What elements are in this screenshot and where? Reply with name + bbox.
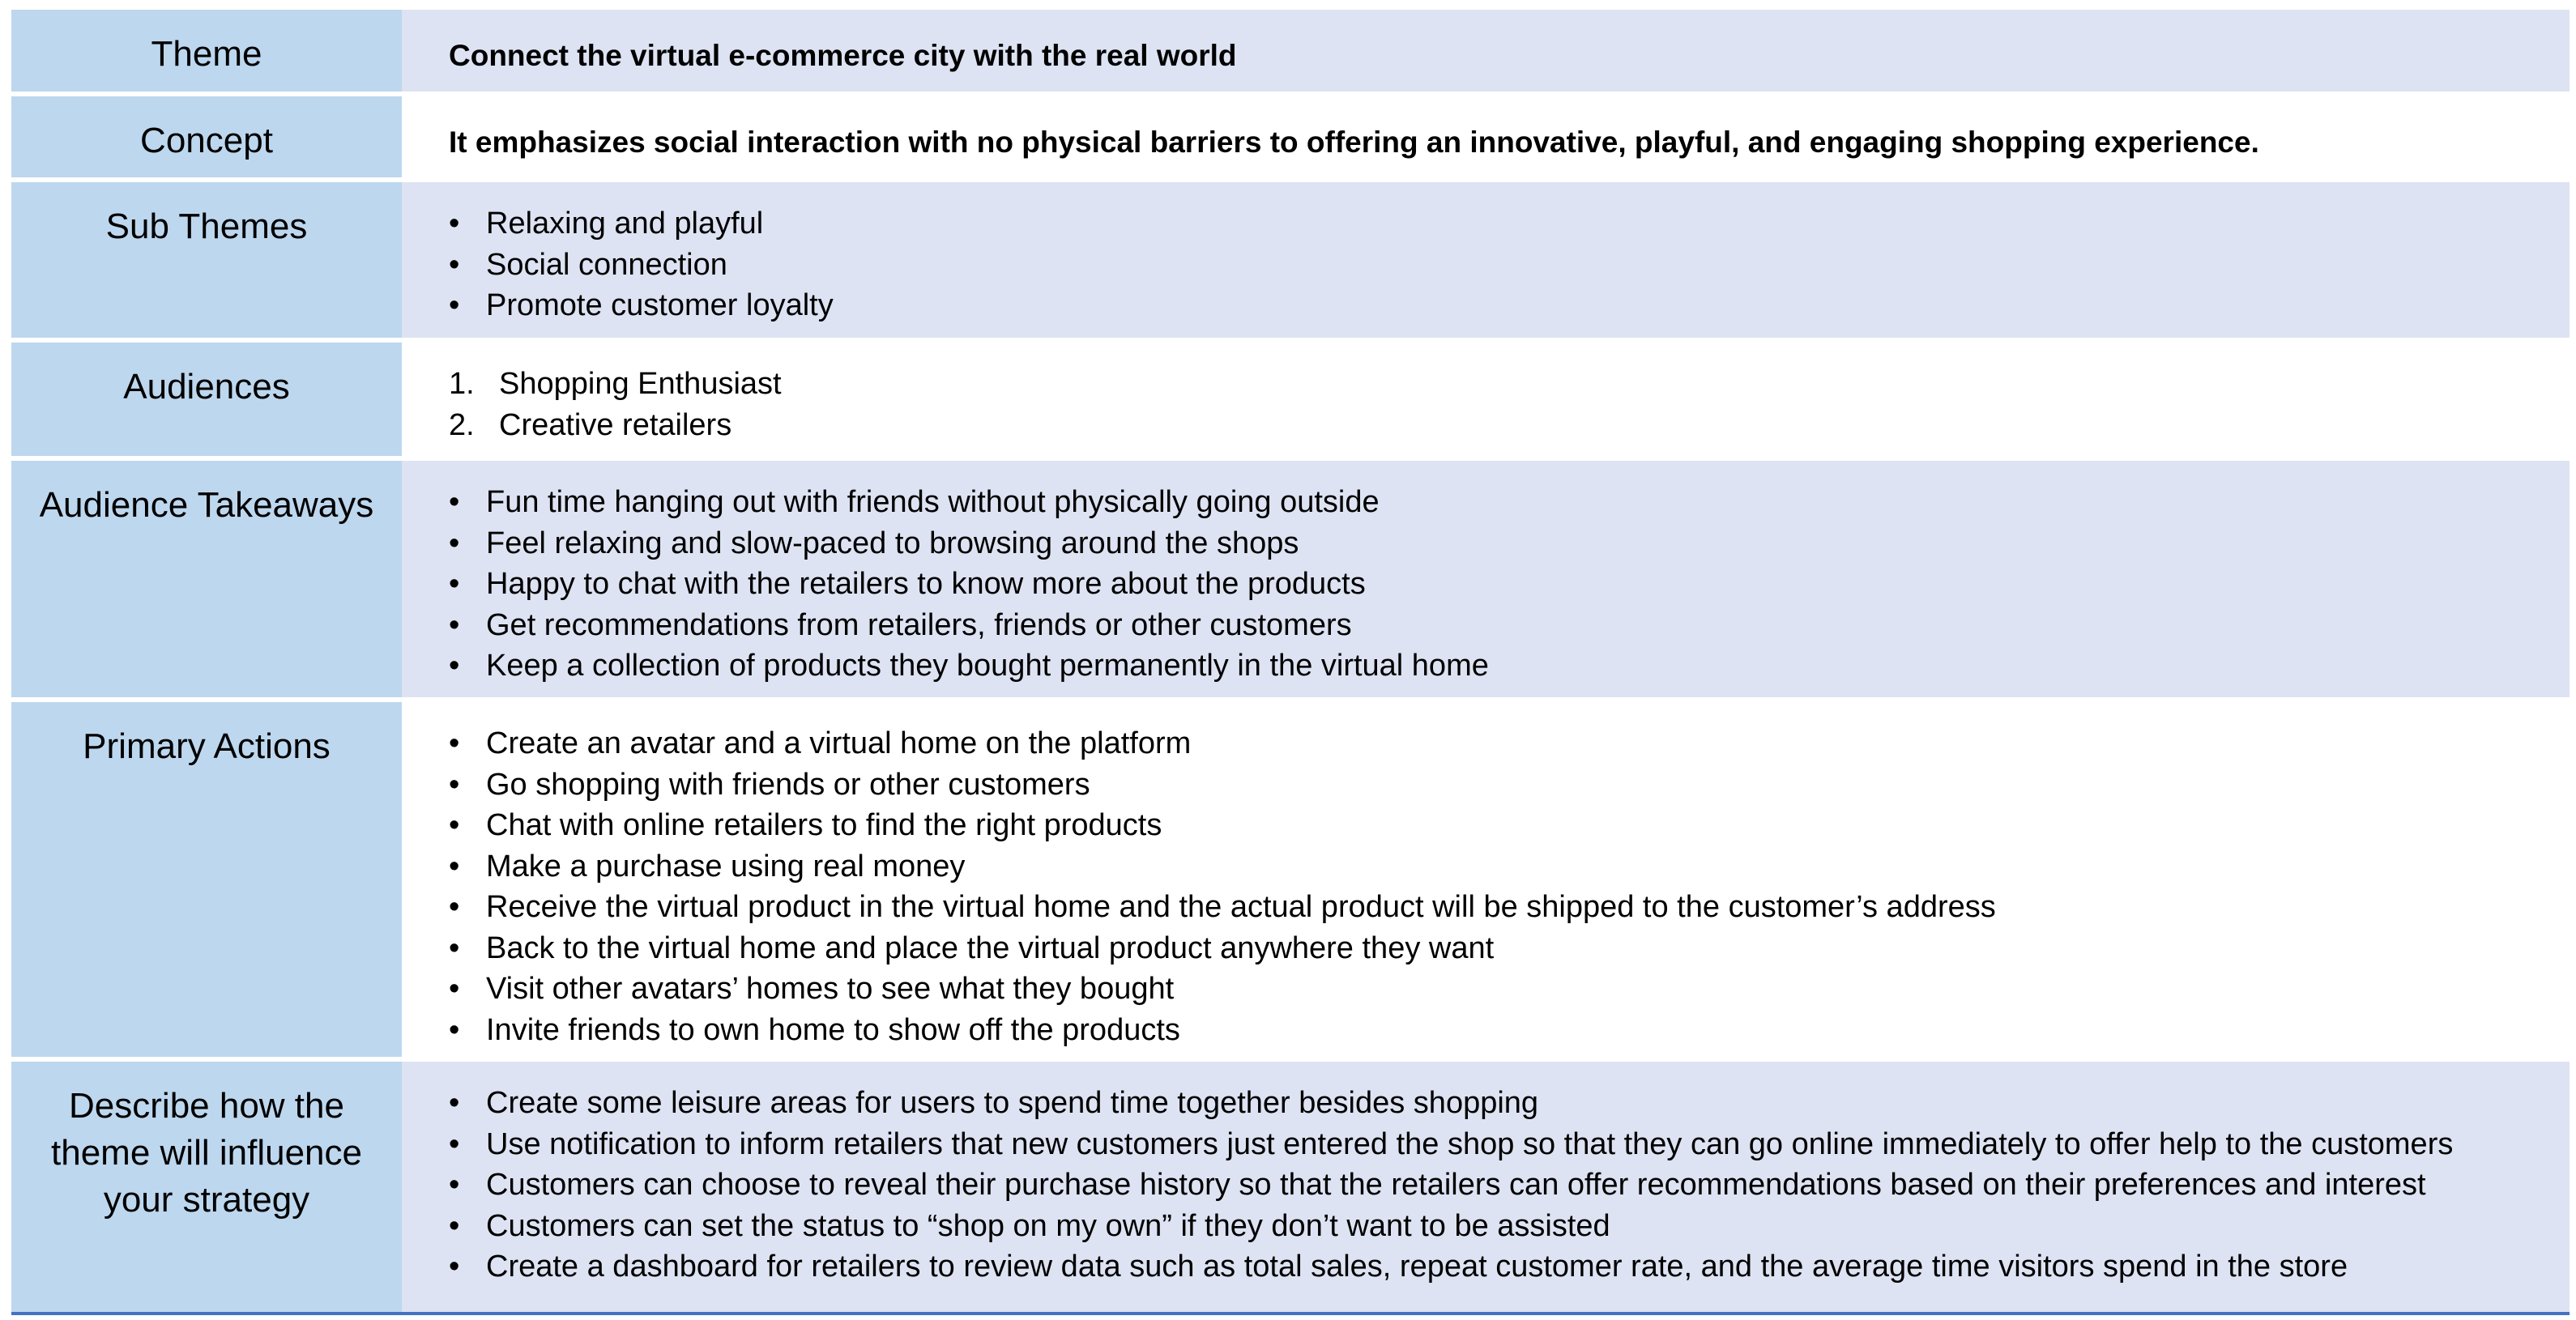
theme-strategy-table [11, 10, 2570, 1315]
row-content-sub-themes [402, 180, 2570, 340]
row-strategy [11, 1059, 2570, 1314]
row-theme [11, 10, 2570, 94]
list-item: • Create some leisure areas for users to spend time together besides shopping [449, 1083, 2570, 1124]
primary-actions-list [449, 723, 2570, 1050]
row-content-concept [402, 94, 2570, 180]
bullet-marker: • [449, 1168, 460, 1202]
concept-text: It emphasizes social interaction with no physical barriers to offering an innovative, playful, and engaging shopping experience. [449, 126, 2259, 159]
strategy-label: Describe how the theme will influence your strategy [51, 1086, 362, 1220]
bullet-marker: • [449, 607, 460, 642]
row-content-strategy [402, 1059, 2570, 1314]
row-label-concept [11, 94, 402, 180]
list-number: 2. [449, 407, 475, 442]
audiences-list [449, 364, 2570, 445]
row-content-theme [402, 10, 2570, 94]
bullet-marker: • [449, 972, 460, 1006]
bullet-marker: • [449, 930, 460, 965]
list-item: • Feel relaxing and slow-paced to browsing around the shops [449, 523, 2570, 564]
row-label-theme [11, 10, 402, 94]
strategy-list [449, 1083, 2570, 1288]
list-item: • Keep a collection of products they bought permanently in the virtual home [449, 645, 2570, 687]
row-content-primary-actions [402, 700, 2570, 1059]
row-label-strategy [11, 1059, 402, 1314]
theme-text: Connect the virtual e-commerce city with the real world [449, 39, 1237, 72]
bullet-marker: • [449, 288, 460, 322]
row-audience-takeaways [11, 458, 2570, 700]
audience-takeaways-label: Audience Takeaways [39, 485, 374, 525]
bullet-marker: • [449, 767, 460, 802]
bullet-marker: • [449, 1126, 460, 1161]
audience-takeaways-list [449, 482, 2570, 687]
bullet-marker: • [449, 726, 460, 760]
list-item: • Receive the virtual product in the virtual home and the actual product will be shipped to the customer’s address [449, 887, 2570, 928]
audiences-label: Audiences [123, 367, 290, 407]
list-item: 2. Creative retailers [449, 405, 2570, 446]
list-item: • Chat with online retailers to find the right products [449, 805, 2570, 846]
list-item: • Create an avatar and a virtual home on the platform [449, 723, 2570, 764]
theme-label: Theme [151, 34, 262, 74]
list-item: • Go shopping with friends or other customers [449, 764, 2570, 806]
list-number: 1. [449, 367, 475, 401]
row-primary-actions [11, 700, 2570, 1059]
list-item: • Fun time hanging out with friends without physically going outside [449, 482, 2570, 523]
sub-themes-list [449, 203, 2570, 326]
list-item: • Happy to chat with the retailers to know more about the products [449, 564, 2570, 605]
bullet-marker: • [449, 1012, 460, 1047]
row-content-audiences [402, 340, 2570, 458]
list-item: • Visit other avatars’ homes to see what they bought [449, 969, 2570, 1010]
row-audiences [11, 340, 2570, 458]
bullet-marker: • [449, 1250, 460, 1284]
row-content-audience-takeaways [402, 458, 2570, 700]
row-sub-themes [11, 180, 2570, 340]
bullet-marker: • [449, 808, 460, 842]
list-item: • Relaxing and playful [449, 203, 2570, 245]
bullet-marker: • [449, 1208, 460, 1243]
row-label-sub-themes [11, 180, 402, 340]
sub-themes-label: Sub Themes [105, 207, 308, 246]
bullet-marker: • [449, 526, 460, 560]
row-label-audiences [11, 340, 402, 458]
list-item: • Invite friends to own home to show off the products [449, 1010, 2570, 1051]
concept-label: Concept [140, 121, 273, 160]
list-item: • Promote customer loyalty [449, 285, 2570, 326]
bullet-marker: • [449, 1086, 460, 1120]
bullet-marker: • [449, 247, 460, 282]
list-item: • Create a dashboard for retailers to review data such as total sales, repeat customer rate, and the average time visitors spend in the store [449, 1246, 2570, 1288]
bullet-marker: • [449, 485, 460, 519]
bullet-marker: • [449, 567, 460, 601]
list-item: • Social connection [449, 245, 2570, 286]
row-label-primary-actions [11, 700, 402, 1059]
list-item: • Make a purchase using real money [449, 846, 2570, 888]
row-label-audience-takeaways [11, 458, 402, 700]
bullet-marker: • [449, 849, 460, 884]
primary-actions-label: Primary Actions [83, 726, 331, 766]
bullet-marker: • [449, 890, 460, 924]
list-item: • Customers can set the status to “shop on my own” if they don’t want to be assisted [449, 1206, 2570, 1247]
bullet-marker: • [449, 649, 460, 683]
list-item: • Use notification to inform retailers that new customers just entered the shop so that they can go online immediately to offer help to the customers [449, 1124, 2570, 1165]
row-concept [11, 94, 2570, 180]
bullet-marker: • [449, 207, 460, 241]
list-item: • Back to the virtual home and place the virtual product anywhere they want [449, 928, 2570, 969]
list-item: • Get recommendations from retailers, friends or other customers [449, 605, 2570, 646]
list-item: 1. Shopping Enthusiast [449, 364, 2570, 405]
list-item: • Customers can choose to reveal their purchase history so that the retailers can offer recommendations based on their preferences and interest [449, 1165, 2570, 1206]
